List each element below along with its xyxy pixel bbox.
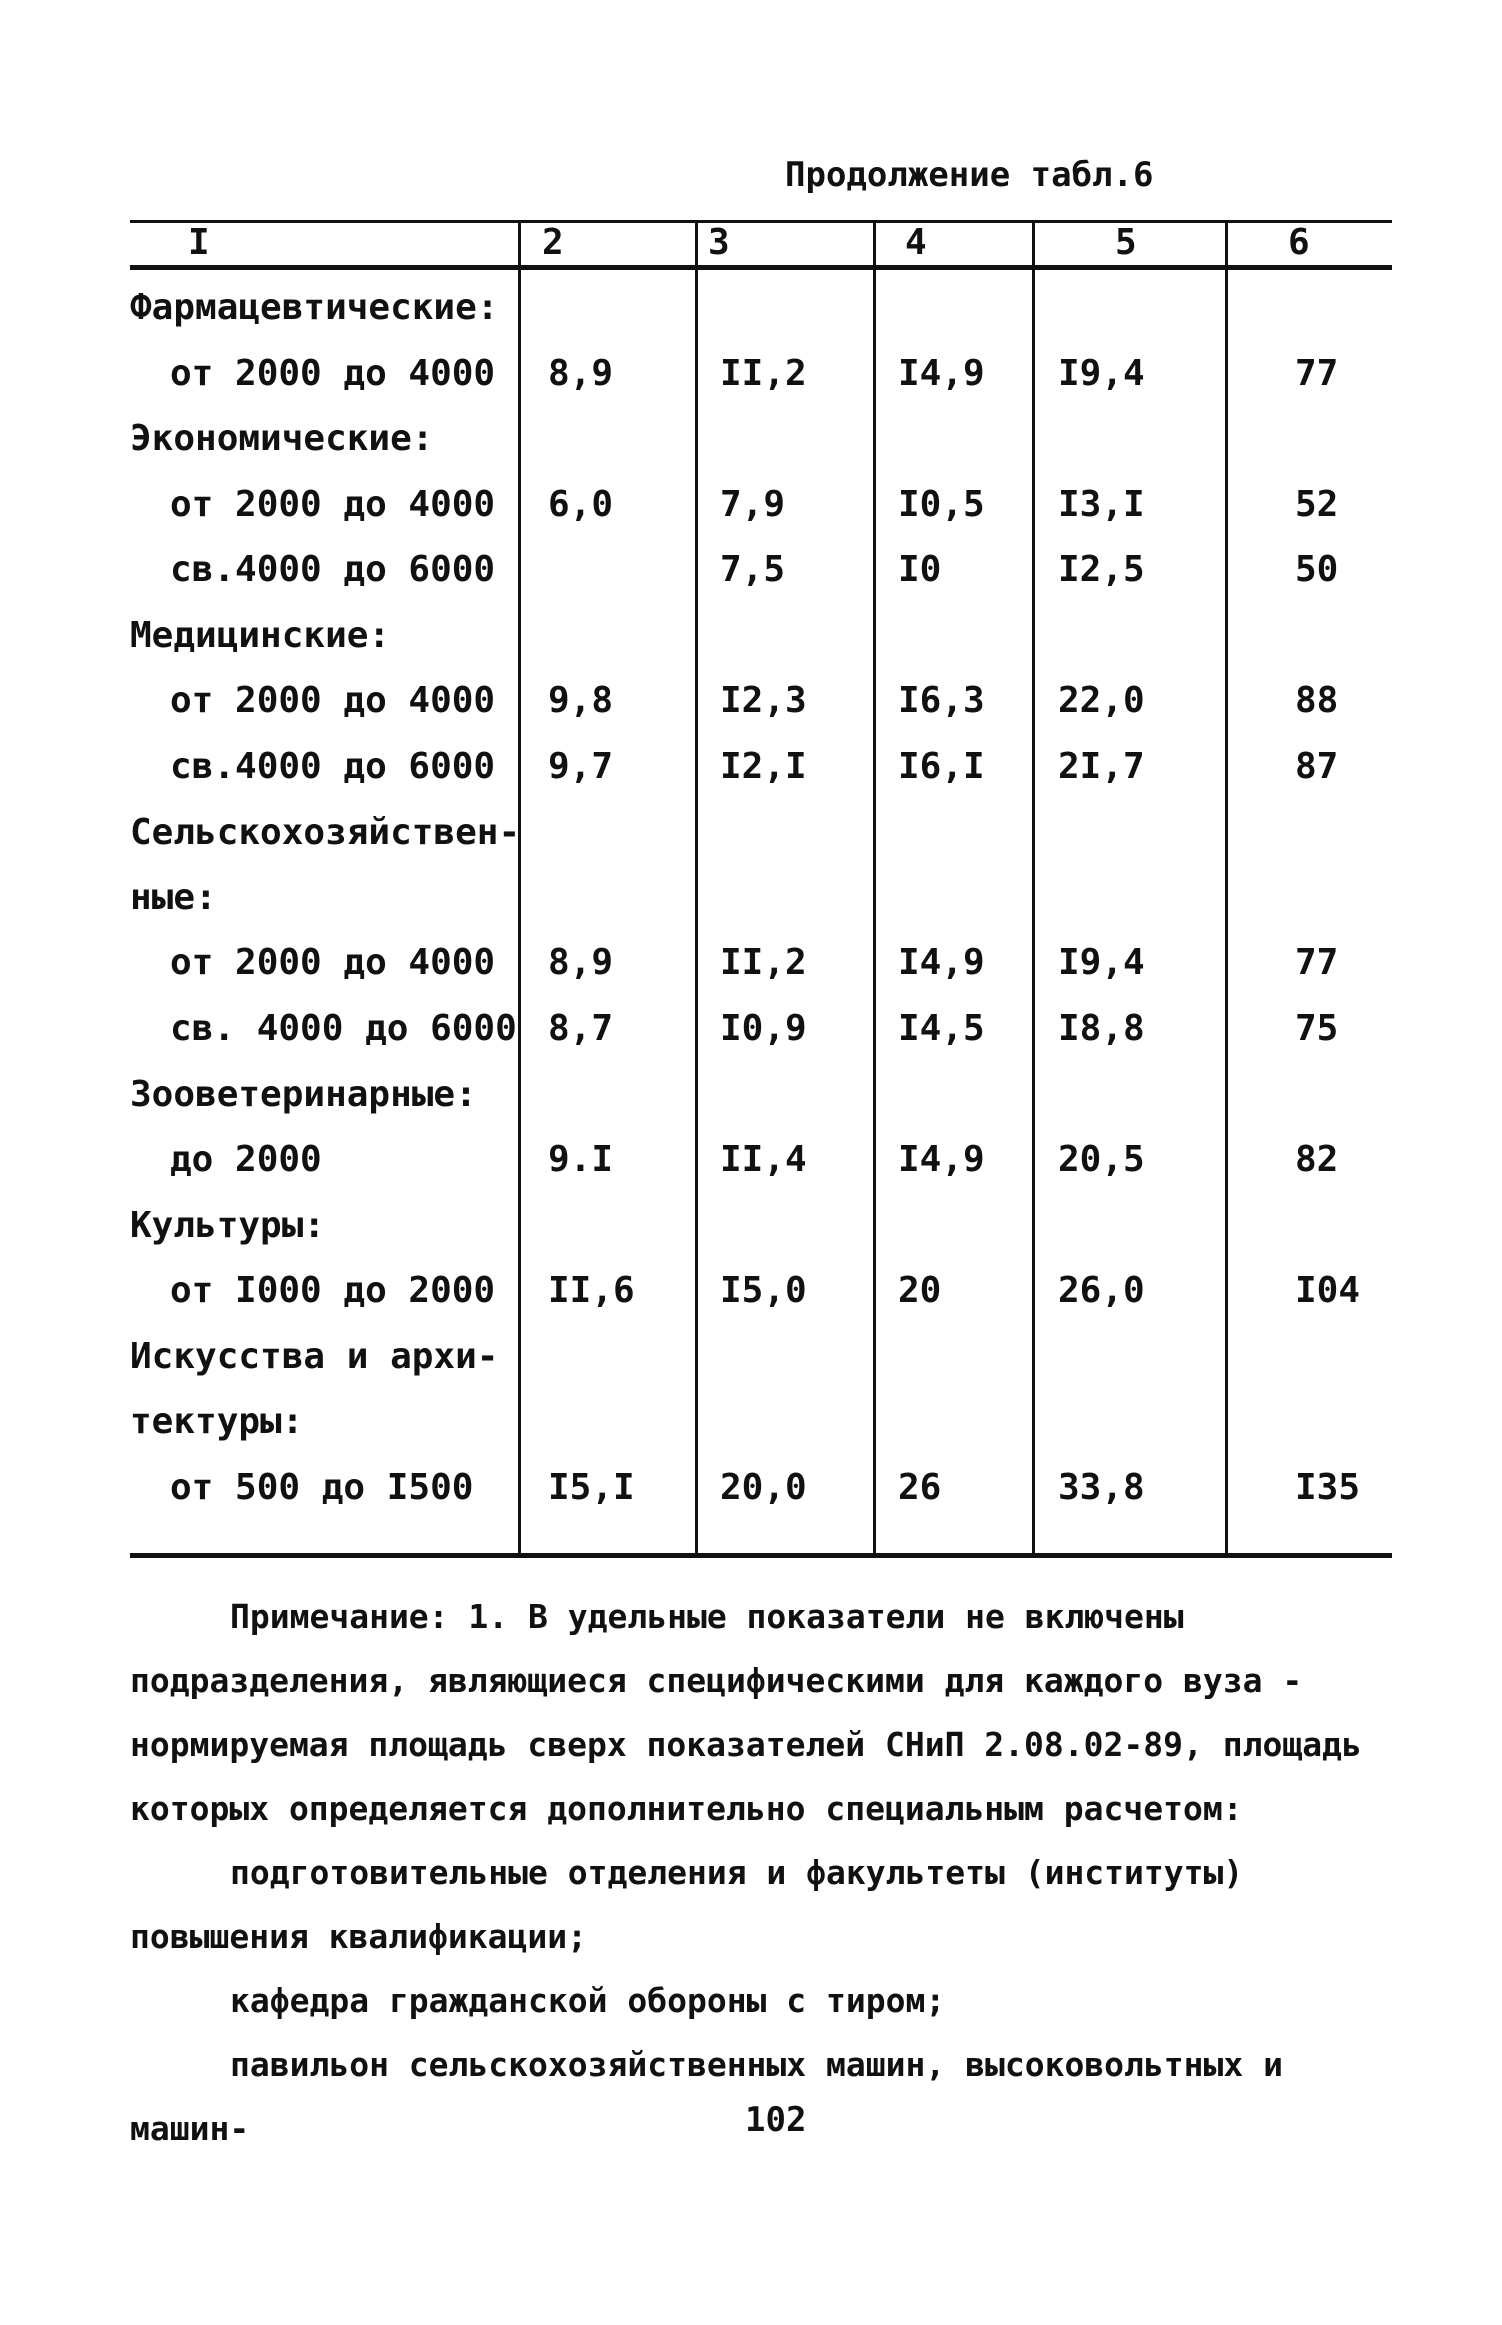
cell-col-5: I8,8 <box>1058 1008 1145 1049</box>
row-label: от 2000 до 4000 <box>170 353 496 394</box>
table-caption: Продолжение табл.6 <box>785 155 1154 195</box>
row-label: Медицинские: <box>130 615 391 656</box>
cell-col-6: 50 <box>1295 549 1339 590</box>
cell-col-5: 22,0 <box>1058 680 1145 721</box>
cell-col-6: 52 <box>1295 484 1339 525</box>
row-label: Сельскохозяйствен- <box>130 812 521 853</box>
table-row <box>130 615 1390 675</box>
cell-col-5: I9,4 <box>1058 942 1145 983</box>
cell-col-2: 9,8 <box>548 680 614 721</box>
cell-col-6: I35 <box>1295 1467 1361 1508</box>
table-row <box>130 353 1390 413</box>
row-label: Экономические: <box>130 418 434 459</box>
cell-col-3: II,2 <box>720 353 807 394</box>
cell-col-3: 7,5 <box>720 549 786 590</box>
cell-col-4: 20 <box>898 1270 942 1311</box>
cell-col-6: 88 <box>1295 680 1339 721</box>
col-header-6: 6 <box>1288 222 1310 263</box>
row-label: св. 4000 до 6000 <box>170 1008 517 1049</box>
table-row <box>130 1205 1390 1265</box>
cell-col-2: 8,7 <box>548 1008 614 1049</box>
cell-col-4: I4,9 <box>898 1139 985 1180</box>
row-label: от 2000 до 4000 <box>170 942 496 983</box>
table-row <box>130 484 1390 544</box>
cell-col-4: I4,9 <box>898 942 985 983</box>
cell-col-2: 8,9 <box>548 353 614 394</box>
page-number: 102 <box>745 2100 807 2140</box>
row-label: до 2000 <box>170 1139 322 1180</box>
footnote <box>130 1585 1400 2161</box>
cell-col-4: I4,9 <box>898 353 985 394</box>
cell-col-6: 87 <box>1295 746 1339 787</box>
table-row <box>130 1074 1390 1134</box>
cell-col-2: 6,0 <box>548 484 614 525</box>
note-paragraph-2: подготовительные отделения и факультеты (институты) повышения квалификации; <box>130 1853 1244 1956</box>
cell-col-3: I2,I <box>720 746 807 787</box>
cell-col-3: I5,0 <box>720 1270 807 1311</box>
note-paragraph-1: Примечание: 1. В удельные показатели не включены подразделения, являющиеся специфическими для каждого вуза - нормируемая площадь сверх показателей СНиП 2.08.02-89, площадь которых определяется дополнительно специальным расчетом: <box>130 1597 1362 1828</box>
table-row <box>130 418 1390 478</box>
cell-col-2: 9,7 <box>548 746 614 787</box>
header-rule <box>130 265 1392 270</box>
cell-col-3: 7,9 <box>720 484 786 525</box>
table-row <box>130 1139 1390 1199</box>
row-label: от 2000 до 4000 <box>170 680 496 721</box>
table-row <box>130 1401 1390 1461</box>
table-row <box>130 877 1390 937</box>
table-row <box>130 1467 1390 1527</box>
table-row <box>130 1270 1390 1330</box>
cell-col-4: I0,5 <box>898 484 985 525</box>
row-label: Искусства и архи- <box>130 1336 499 1377</box>
cell-col-3: II,4 <box>720 1139 807 1180</box>
table-row <box>130 680 1390 740</box>
cell-col-2: 9.I <box>548 1139 614 1180</box>
row-label: Культуры: <box>130 1205 326 1246</box>
col-header-3: 3 <box>708 222 730 263</box>
note-paragraph-3: кафедра гражданской обороны с тиром; <box>230 1981 946 2020</box>
cell-col-6: 82 <box>1295 1139 1339 1180</box>
col-header-4: 4 <box>905 222 927 263</box>
cell-col-6: I04 <box>1295 1270 1361 1311</box>
row-label: от I000 до 2000 <box>170 1270 496 1311</box>
cell-col-5: I2,5 <box>1058 549 1145 590</box>
table-row <box>130 549 1390 609</box>
row-label: от 500 до I500 <box>170 1467 474 1508</box>
cell-col-4: 26 <box>898 1467 942 1508</box>
top-rule <box>130 220 1392 223</box>
cell-col-4: I0 <box>898 549 942 590</box>
row-label: от 2000 до 4000 <box>170 484 496 525</box>
cell-col-4: I6,3 <box>898 680 985 721</box>
table-row <box>130 1336 1390 1396</box>
cell-col-6: 77 <box>1295 942 1339 983</box>
cell-col-3: I0,9 <box>720 1008 807 1049</box>
col-header-2: 2 <box>542 222 564 263</box>
cell-col-6: 77 <box>1295 353 1339 394</box>
cell-col-5: 20,5 <box>1058 1139 1145 1180</box>
table-row <box>130 812 1390 872</box>
cell-col-3: I2,3 <box>720 680 807 721</box>
col-header-1: I <box>188 222 210 263</box>
cell-col-5: I3,I <box>1058 484 1145 525</box>
cell-col-5: 33,8 <box>1058 1467 1145 1508</box>
cell-col-5: 2I,7 <box>1058 746 1145 787</box>
cell-col-2: 8,9 <box>548 942 614 983</box>
cell-col-3: II,2 <box>720 942 807 983</box>
row-label: св.4000 до 6000 <box>170 746 496 787</box>
table-row <box>130 287 1390 347</box>
cell-col-2: I5,I <box>548 1467 635 1508</box>
cell-col-5: 26,0 <box>1058 1270 1145 1311</box>
cell-col-2: II,6 <box>548 1270 635 1311</box>
row-label: св.4000 до 6000 <box>170 549 496 590</box>
note-paragraph-4: павильон сельскохозяйственных машин, высоковольтных и машин- <box>130 2045 1283 2148</box>
cell-col-4: I4,5 <box>898 1008 985 1049</box>
cell-col-3: 20,0 <box>720 1467 807 1508</box>
cell-col-4: I6,I <box>898 746 985 787</box>
table-row <box>130 746 1390 806</box>
row-label: Фармацевтические: <box>130 287 499 328</box>
row-label: тектуры: <box>130 1401 304 1442</box>
bottom-rule <box>130 1553 1392 1558</box>
data-table <box>130 220 1390 1560</box>
table-row <box>130 942 1390 1002</box>
cell-col-6: 75 <box>1295 1008 1339 1049</box>
row-label: ные: <box>130 877 217 918</box>
table-row <box>130 1008 1390 1068</box>
col-header-5: 5 <box>1115 222 1137 263</box>
row-label: Зооветеринарные: <box>130 1074 477 1115</box>
cell-col-5: I9,4 <box>1058 353 1145 394</box>
